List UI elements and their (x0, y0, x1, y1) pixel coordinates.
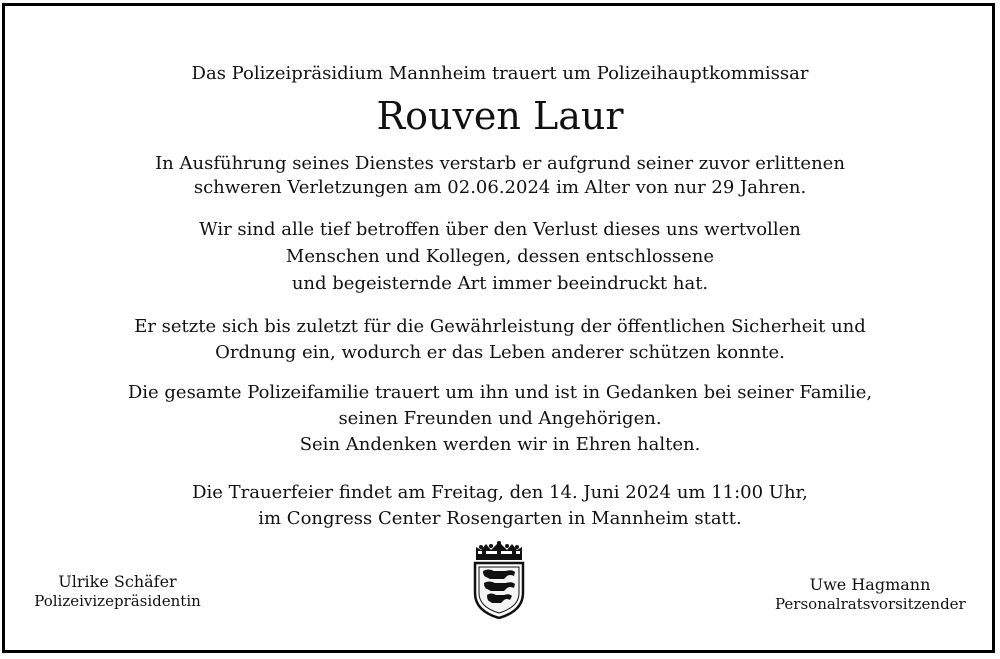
signature-right (775, 575, 965, 613)
para1-line: schweren Verletzungen am 02.06.2024 im Alter von nur 29 Jahren. (193, 177, 807, 198)
para4-line: seinen Freunden und Angehörigen. (338, 408, 662, 429)
signature-right-name: Uwe Hagmann (809, 575, 931, 594)
para2-line: Menschen und Kollegen, dessen entschlossene (285, 246, 715, 267)
coat-of-arms-icon (470, 541, 528, 619)
para5-line: Die Trauerfeier findet am Freitag, den 14. Juni 2024 um 11:00 Uhr, (192, 482, 808, 503)
para4-line: Die gesamte Polizeifamilie trauert um ihn und ist in Gedanken bei seiner Familie, (127, 382, 873, 403)
signature-right-role: Personalratsvorsitzender (775, 595, 966, 613)
signature-left (30, 572, 205, 610)
signature-left-name: Ulrike Schäfer (58, 572, 177, 591)
para3-line: Ordnung ein, wodurch er das Leben anderer schützen konnte. (215, 342, 785, 363)
para2-line: Wir sind alle tief betroffen über den Verlust dieses uns wertvollen (199, 219, 801, 240)
para3-line: Er setzte sich bis zuletzt für die Gewährleistung der öffentlichen Sicherheit und (134, 316, 866, 337)
para5-line: im Congress Center Rosengarten in Mannheim statt. (258, 508, 742, 529)
intro-line: Das Polizeipräsidium Mannheim trauert um Polizeihauptkommissar (191, 63, 809, 84)
para1-line: In Ausführung seines Dienstes verstarb er aufgrund seiner zuvor erlittenen (155, 153, 845, 174)
para4-line: Sein Andenken werden wir in Ehren halten. (299, 434, 701, 455)
deceased-name: Rouven Laur (376, 94, 624, 138)
para2-line: und begeisternde Art immer beeindruckt hat. (291, 273, 709, 294)
signature-left-role: Polizeivizepräsidentin (34, 592, 201, 610)
